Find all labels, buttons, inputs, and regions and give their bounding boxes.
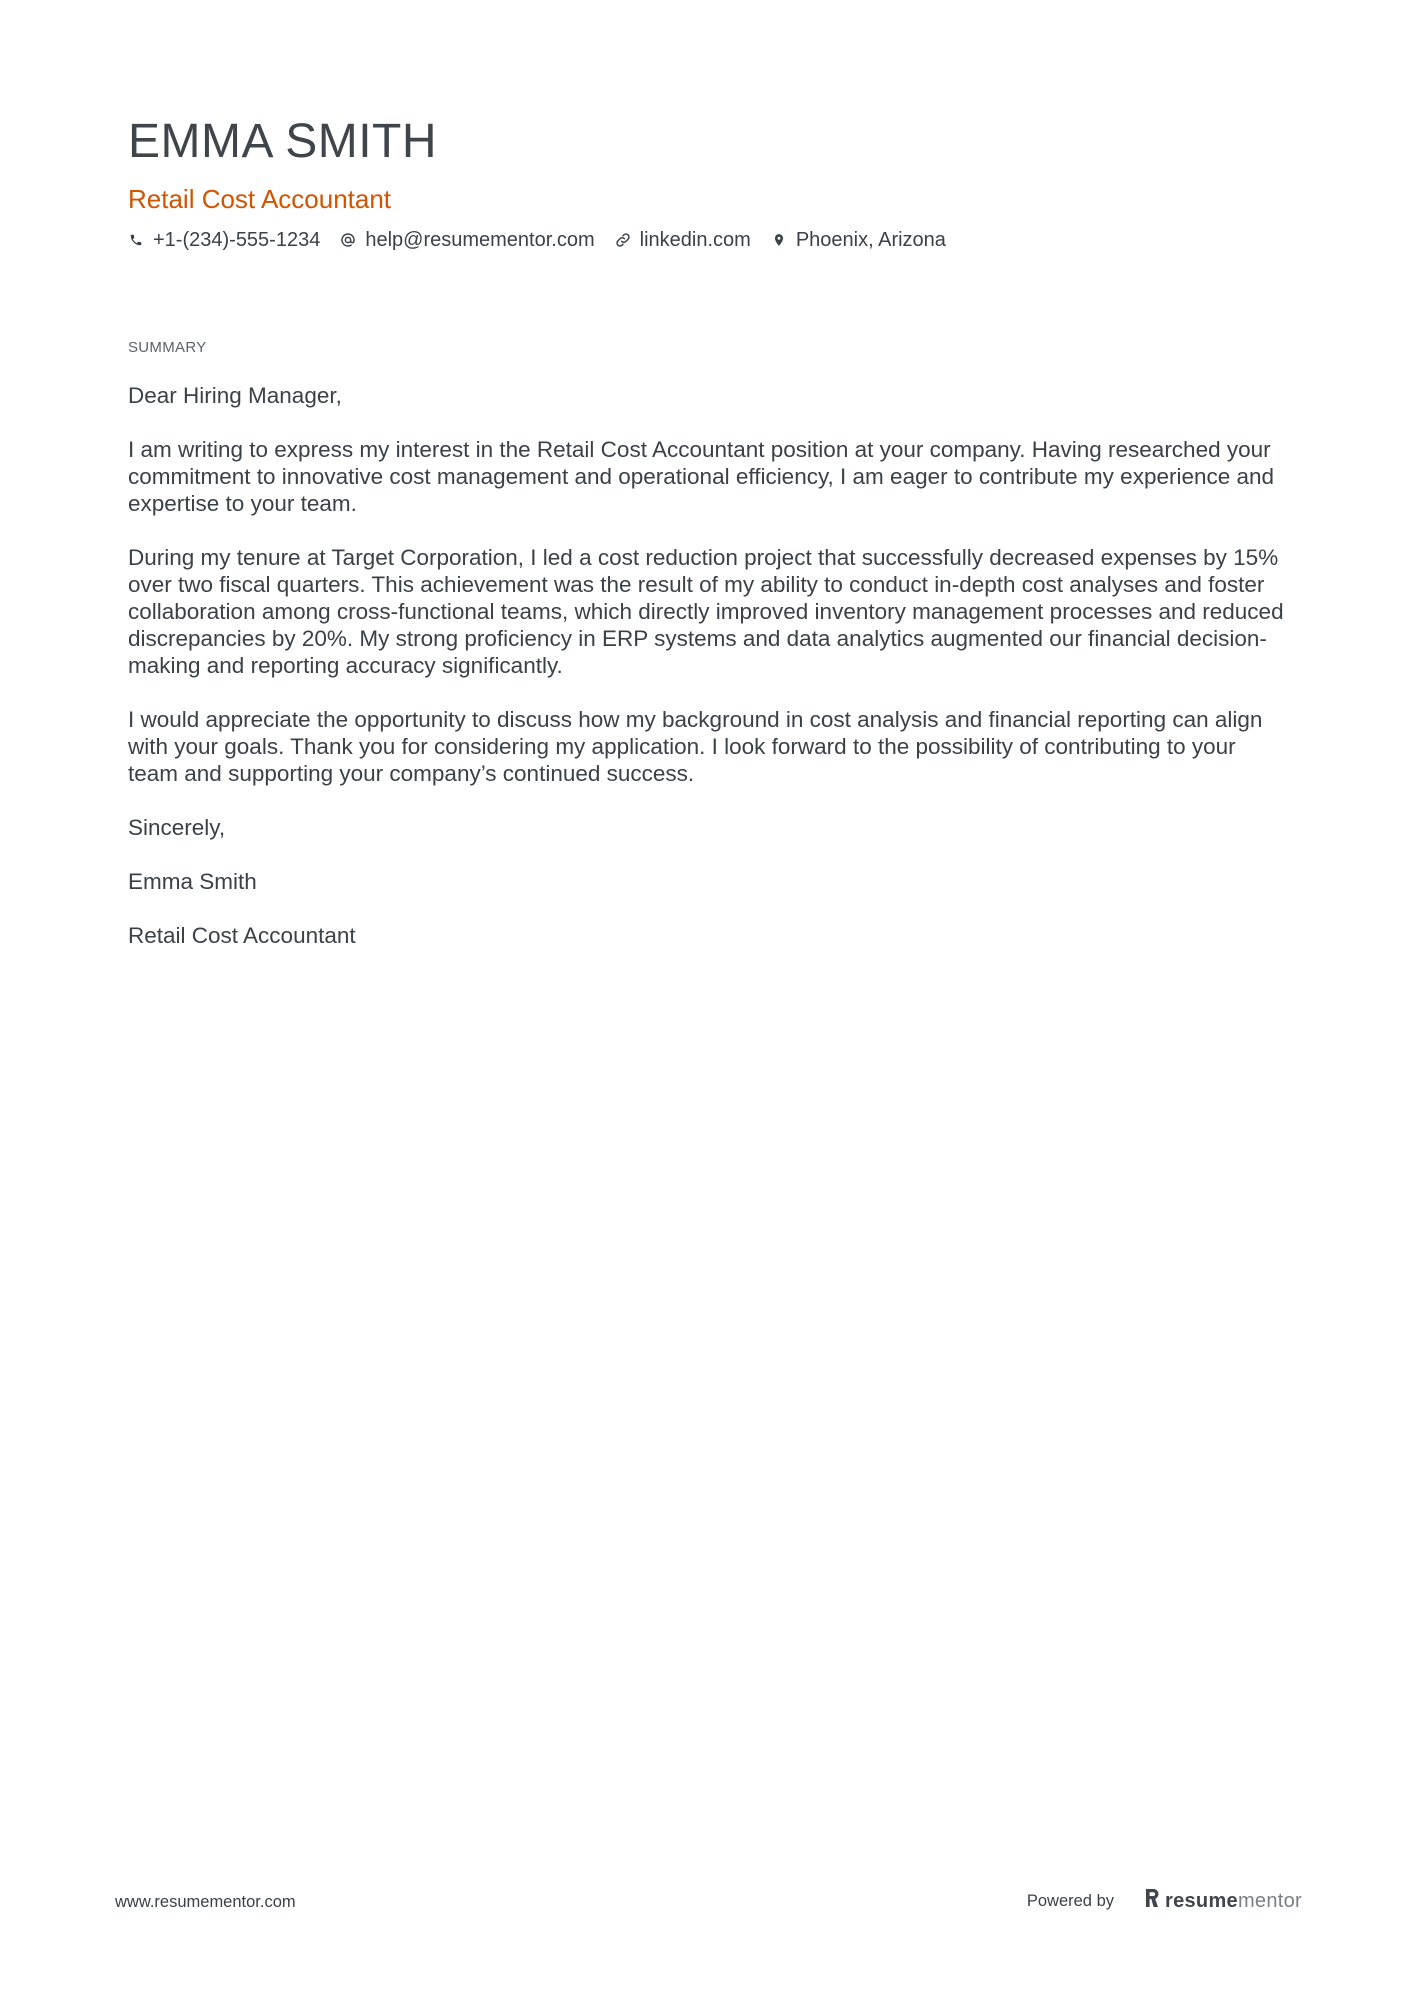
section-label-summary: SUMMARY: [128, 339, 207, 356]
contact-location: [771, 226, 946, 254]
powered-by-label: Powered by: [1026, 1891, 1114, 1910]
phone-icon: [128, 232, 144, 248]
letter-body: [128, 382, 1288, 976]
brand-name-part2: mentor: [1237, 1889, 1302, 1912]
job-title: Retail Cost Accountant: [128, 184, 392, 214]
signature-title: Retail Cost Accountant: [128, 923, 356, 948]
brand-logo[interactable]: [1144, 1888, 1302, 1914]
contact-email: [340, 226, 594, 254]
candidate-name: EMMA SMITH: [128, 115, 438, 168]
letter-closing: Sincerely,: [128, 815, 226, 840]
letter-greeting: Dear Hiring Manager,: [128, 383, 342, 408]
letter-paragraph: I would appreciate the opportunity to discuss how my background in cost analysis and financial reporting can align with your goals. Thank you for considering my application. I look forward to the possibility of contributing to your team and supporting your company’s continued success.: [128, 707, 1263, 786]
location-pin-icon: [771, 232, 787, 248]
letter-paragraph: During my tenure at Target Corporation, I led a cost reduction project that successfully decreased expenses by 15% over two fiscal quarters. This achievement was the result of my ability to conduct in-depth cost analyses and foster collaboration among cross-functional teams, which directly improved inventory management processes and reduced discrepancies by 20%. My strong proficiency in ERP systems and data analytics augmented our financial decision-making and reporting accuracy significantly.: [128, 545, 1284, 678]
contact-phone: [128, 226, 320, 254]
location-text: Phoenix, Arizona: [795, 229, 946, 251]
header: [128, 112, 1288, 254]
contact-bar: [128, 226, 1288, 254]
footer-branding: [1027, 1888, 1302, 1914]
brand-name-part1: resume: [1165, 1889, 1238, 1912]
email-address[interactable]: help@resumementor.com: [365, 229, 595, 251]
link-icon: [615, 232, 631, 248]
at-icon: [340, 232, 356, 248]
linkedin-link[interactable]: linkedin.com: [639, 229, 751, 251]
letter-paragraph: I am writing to express my interest in the Retail Cost Accountant position at your company. Having researched your commitment to innovative cost management and operational efficiency, I am eager to contribute my experience and expertise to your team.: [128, 437, 1275, 516]
resumementor-logo-icon: [1144, 1888, 1160, 1914]
footer-website[interactable]: www.resumementor.com: [115, 1893, 296, 1911]
signature-name: Emma Smith: [128, 869, 257, 894]
contact-linkedin: [615, 226, 751, 254]
phone-number[interactable]: +1-(234)-555-1234: [153, 229, 321, 251]
